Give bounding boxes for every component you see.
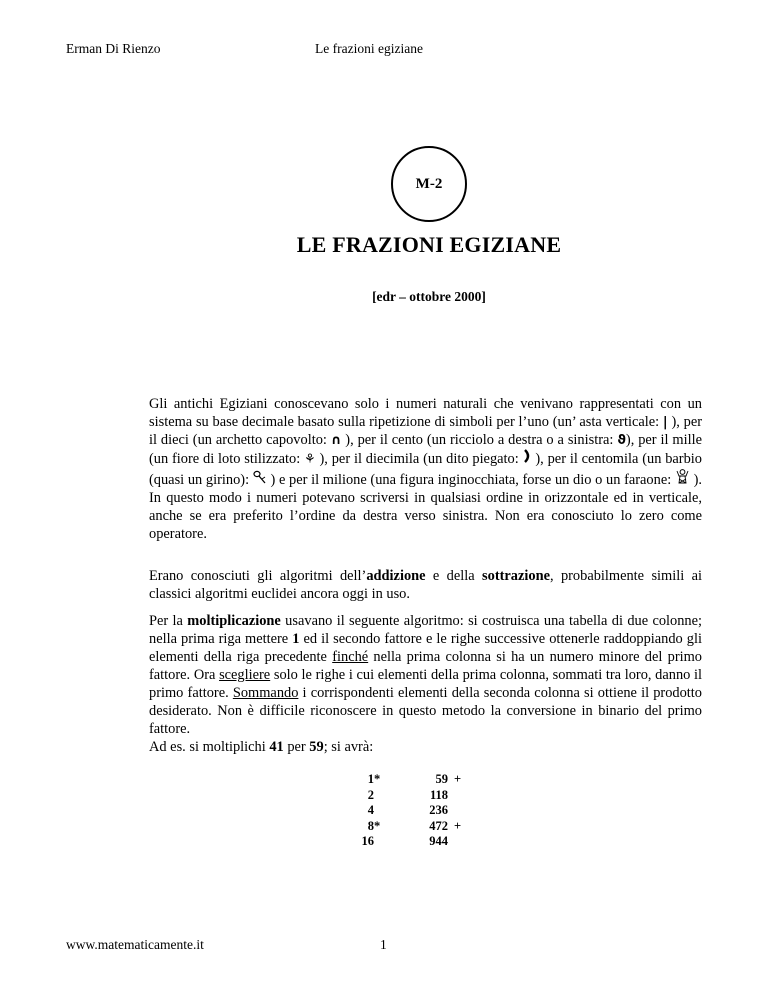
cell-b-mark: + — [454, 818, 462, 833]
section-badge — [391, 146, 467, 222]
bold-term: sottrazione — [482, 568, 550, 584]
row-value-a — [340, 788, 382, 803]
cell-a-mark: * — [374, 818, 381, 833]
egyptian-hundred-thousand-icon — [253, 470, 267, 486]
text-span: solo le righe i cui elementi della prima colonna, sommati tra loro, danno il primo fattore. — [149, 667, 702, 701]
cell-a: 1 — [367, 772, 374, 786]
underlined-term: finché — [332, 649, 369, 665]
text-span: usavano il seguente algoritmo: si costruisca una tabella di due colonne; nella prima riga mettere — [149, 613, 703, 647]
header-author: Erman Di Rienzo — [66, 41, 161, 56]
text-span: ), per il mille (un fiore di loto stilizzato: — [149, 432, 702, 467]
table-row — [340, 803, 490, 819]
row-value-a — [340, 803, 382, 818]
cell-b: 118 — [429, 787, 448, 802]
text-span: per — [283, 739, 310, 755]
cell-a: 4 — [367, 803, 374, 817]
underlined-term: scegliere — [219, 667, 271, 683]
egyptian-ten-icon: ∩ — [330, 433, 342, 448]
table-row — [340, 788, 490, 804]
bold-term: moltiplicazione — [187, 613, 281, 629]
cell-a: 8 — [367, 818, 374, 833]
text-span: ) e per il milione (una figura inginocchiata, forse un dio o un faraone: — [266, 472, 675, 488]
egyptian-hundred-icon: ϑ — [617, 433, 626, 448]
text-span: Ad es. si moltiplichi — [149, 739, 270, 755]
cell-a-mark: * — [374, 772, 381, 786]
egyptian-ten-thousand-icon — [523, 449, 532, 465]
text-span: , probabilmente simili ai classici algoritmi euclidei ancora oggi in uso. — [149, 568, 702, 602]
text-span: nella prima colonna si ha un numero minore del primo fattore. Ora — [149, 649, 703, 683]
section-badge-label: M-2 — [415, 175, 443, 192]
egyptian-one-icon: | — [662, 415, 668, 430]
cell-b: 59 — [435, 772, 448, 786]
cell-b: 944 — [429, 834, 448, 848]
text-span: Erano conosciuti gli algoritmi dell’ — [149, 568, 367, 584]
page-number: 1 — [380, 937, 387, 952]
text-span: ). In questo modo i numeri potevano scriversi in qualsiasi ordine in orizzontale ed in verticale, anche se era preferito l’ordine da destra verso sinistra. Non era conosciuto lo zero come operatore. — [149, 472, 702, 542]
cell-a: 2 — [367, 787, 374, 802]
row-value-a — [340, 819, 382, 834]
text-span: e della — [425, 568, 483, 584]
underlined-term: Sommando — [232, 685, 299, 701]
row-value-a — [340, 772, 382, 787]
cell-b: 236 — [429, 803, 448, 817]
page-subtitle: [edr – ottobre 2000] — [372, 289, 486, 304]
bold-term: 1 — [292, 631, 300, 647]
page-title: LE FRAZIONI EGIZIANE — [296, 232, 562, 257]
text-span: ), per il diecimila (un dito piegato: — [315, 451, 523, 467]
text-span: Gli antichi Egiziani conoscevano solo i numeri naturali che venivano rappresentati con un sistema su base decimale basato sulla ripetizione di simboli per l’uno (un’ asta verticale: — [149, 396, 702, 430]
text-span: ; si avrà: — [323, 739, 374, 755]
cell-b: 472 — [429, 818, 448, 833]
header-doc-title: Le frazioni egiziane — [315, 41, 423, 56]
cell-b-mark: + — [454, 772, 462, 786]
text-span: ), per il centomila (un barbio (quasi un girino): — [149, 451, 702, 488]
text-span: ), per il dieci (un archetto capovolto: — [149, 414, 702, 448]
footer-site: www.matematicamente.it — [66, 937, 204, 952]
egyptian-million-icon — [675, 468, 690, 486]
table-row — [340, 819, 490, 835]
cell-a: 16 — [361, 834, 374, 848]
paragraph-numbers — [149, 395, 702, 543]
bold-term: 59 — [309, 739, 324, 755]
table-row — [340, 834, 490, 850]
text-span: i corrispondenti elementi della seconda colonna si ottiene il prodotto desiderato. Non è difficile riconoscere in questo metodo la conversione in binario del primo fattore. — [149, 685, 702, 737]
multiplication-table — [340, 772, 490, 850]
text-span: Per la — [149, 613, 188, 629]
paragraph-operations — [149, 567, 702, 603]
row-value-a — [340, 834, 382, 849]
egyptian-thousand-icon: ⚘ — [304, 452, 316, 467]
text-span: ), per il cento (un ricciolo a destra o a sinistra: — [341, 432, 618, 448]
bold-term: addizione — [366, 568, 426, 584]
text-span: ed il secondo fattore e le righe successive ottenerle raddoppiando gli elementi della riga precedente — [149, 631, 702, 665]
bold-term: 41 — [269, 739, 284, 755]
paragraph-multiplication — [149, 612, 702, 756]
table-row — [340, 772, 490, 788]
